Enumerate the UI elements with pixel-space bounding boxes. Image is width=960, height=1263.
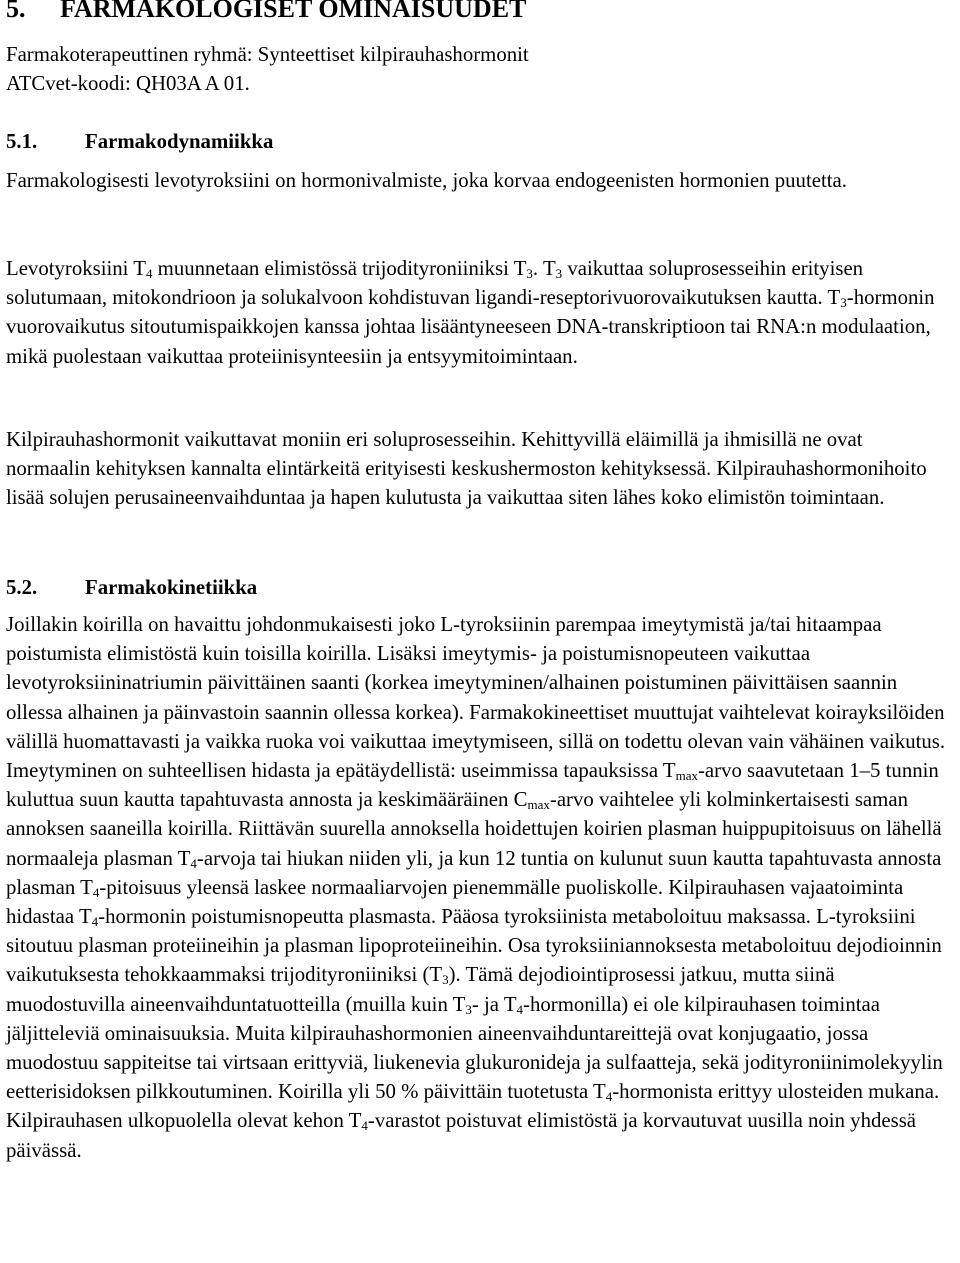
pharmacodynamics-heading — [6, 127, 952, 156]
section-heading — [6, 0, 526, 27]
pharmacodynamics-paragraph-1: Farmakologisesti levotyroksiini on hormonivalmiste, joka korvaa endogeenisten hormonien puutetta. — [6, 169, 847, 192]
pharmacodynamics-paragraph-2: Levotyroksiini $T_4$ muunnetaan elimistössä trijodityroniiniksi $T_3$. $T_3$ vaikuttaa soluprosesseihin erityisen solutumaan, mitokondrioon ja solukalvoon kohdistuvan ligandi-reseptorivuorovaikutuksen kautta. $T_3$-hormonin vuorovaikutus sitoutumispaikkojen kanssa johtaa lisääntyneeseen DNA-transkriptioon tai RNA:n modulaation, mikä puolestaan vaikuttaa proteiinisynteesiin ja entsyymitoimintaan. — [6, 257, 935, 368]
pharmacodynamics-paragraph-3: Kilpirauhashormonit vaikuttavat moniin eri soluprosesseihin. Kehittyvillä eläimillä ja ihmisillä ne ovat normaalin kehityksen kannalta elintärkeitä erityisesti keskushermoston kehityksessä. Kilpirauhashormonihoito lisää solujen perusaineenvaihduntaa ja hapen kulutusta ja vaikuttaa siten lähes koko elimistön toimintaan. — [6, 428, 927, 510]
subsection-number: 5.2. — [6, 576, 38, 599]
subsection-title: Farmakokinetiikka — [85, 576, 258, 599]
pharmacokinetics-paragraph: Joillakin koirilla on havaittu johdonmukaisesti joko L-tyroksiinin parempaa imeytymistä ja/tai hitaampaa poistumista elimistöstä kuin toisilla koirilla. Lisäksi imeytymis- ja poistumisnopeuteen vaikuttaa levotyroksiininatriumin päivittäinen saanti (korkea imeytyminen/alhainen poistuminen päivittäisen saannin ollessa alhainen ja päinvastoin saannin ollessa korkea). Farmakokineettiset muuttujat vaihtelevat koirayksilöiden välillä huomattavasti ja vaikka ruoka voi vaikuttaa imeytymiseen, sillä on todettu olevan vain vähäinen vaikutus. Imeytyminen on suhteellisen hidasta ja epätäydellistä: useimmissa tapauksissa $T_{max}$-arvo saavutetaan 1–5 tunnin kuluttua suun kautta tapahtuvasta annosta ja keskimääräinen $C_{max}$-arvo vaihtelee yli kolminkertaisesti saman annoksen saaneilla koirilla. Riittävän suurella annoksella hoidettujen koirien plasman huippupitoisuus on lähellä normaaleja plasman $T_4$-arvoja tai hiukan niiden yli, ja kun 12 tuntia on kulunut suun kautta tapahtuvasta annosta plasman $T_4$-pitoisuus yleensä laskee normaaliarvojen pienemmälle puoliskolle. Kilpirauhasen vajaatoiminta hidastaa $T_4$-hormonin poistumisnopeutta plasmasta. Pääosa tyroksiinista metaboloituu maksassa. L-tyroksiini sitoutuu plasman proteiineihin ja plasman lipoproteiineihin. Osa tyroksiiniannoksesta metaboloituu dejodioinnin vaikutuksesta tehokkaammaksi trijodityroniiniksi $(T_3)$. Tämä dejodiointiprosessi jatkuu, mutta siinä muodostuvilla aineenvaihduntatuotteilla (muilla kuin $T_3-$ ja $T_4-hormonilla$) ei ole kilpirauhasen toimintaa jäljitteleviä ominaisuuksia. Muita kilpirauhashormonien aineenvaihduntareittejä ovat konjugaatio, jossa muodostuu sappiteitse tai virtsaan erittyviä, liukenevia glukuronideja ja sulfaatteja, sekä jodityroniinimolekyylin eetterisidoksen pilkkoutuminen. Koirilla yli 50 % päivittäin tuotetusta $T_4$-hormonista erittyy ulosteiden mukana. Kilpirauhasen ulkopuolella olevat kehon $T_4$-varastot poistuvat elimistöstä ja korvautuvat uusilla noin yhdessä päivässä. — [6, 613, 946, 1162]
atcvet-code: ATCvet-koodi: QH03A A 01. — [6, 72, 250, 96]
subsection-number: 5.1. — [6, 130, 38, 153]
classification-block — [6, 40, 952, 98]
section-title: FARMAKOLOGISET OMINAISUUDET — [60, 0, 527, 23]
subsection-title: Farmakodynamiikka — [85, 130, 274, 153]
pharmacotherapeutic-group: Farmakoterapeuttinen ryhmä: Synteettiset kilpirauhashormonit — [6, 43, 529, 66]
pharmacokinetics-heading — [6, 573, 952, 602]
section-number: 5. — [6, 0, 26, 23]
